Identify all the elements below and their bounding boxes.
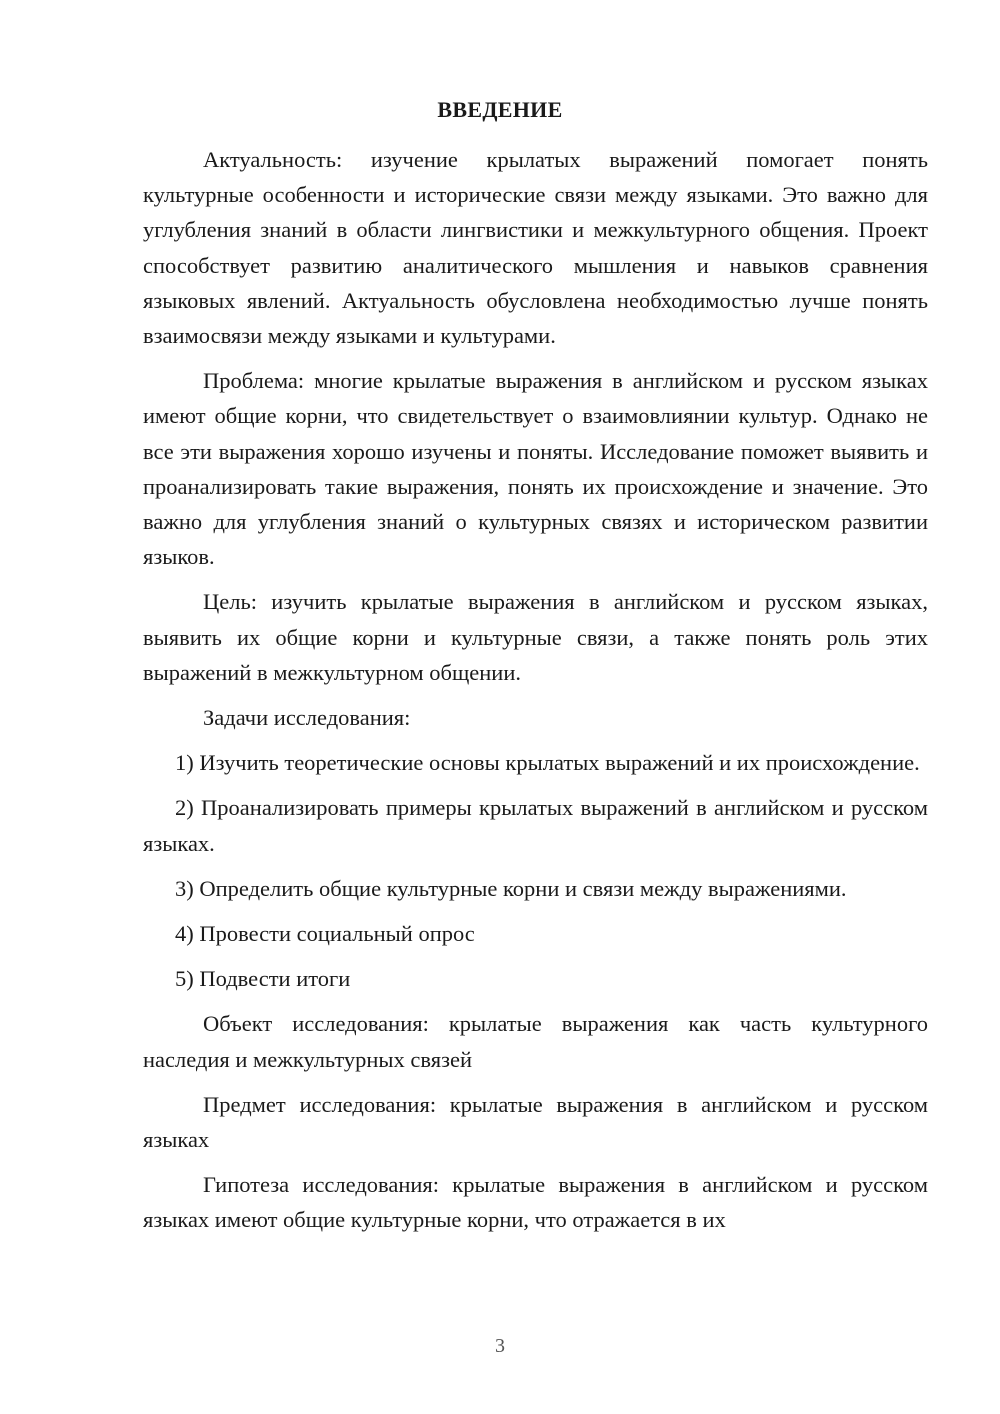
task-item-3: 3) Определить общие культурные корни и связи между выражениями.: [175, 875, 847, 901]
paragraph-hypothesis: Гипотеза исследования: крылатые выражения в английском и русском языках имеют общие культурные корни, что отражается в их: [143, 1172, 928, 1233]
document-body: [143, 142, 928, 1248]
tasks-heading: Задачи исследования:: [203, 705, 411, 731]
paragraph-problem: Проблема: многие крылатые выражения в английском и русском языках имеют общие корни, что свидетельствует о взаимовлиянии культур. Однако не все эти выражения хорошо изучены и поняты. Исследование поможет выявить и проанализировать такие выражения, понять их происхождение и значение. Это важно для углубления знаний о культурных связях и историческом развитии языков.: [143, 368, 928, 570]
task-item-1: 1) Изучить теоретические основы крылатых выражений и их происхождение.: [175, 750, 920, 776]
paragraph-relevance: Актуальность: изучение крылатых выражений помогает понять культурные особенности и исторические связи между языками. Это важно для углубления знаний в области лингвистики и межкультурного общения. Проект способствует развитию аналитического мышления и навыков сравнения языковых явлений. Актуальность обусловлена необходимостью лучше понять взаимосвязи между языками и культурами.: [143, 147, 928, 349]
task-item-5: 5) Подвести итоги: [175, 966, 351, 992]
task-item-2: 2) Проанализировать примеры крылатых выражений в английском и русском языках.: [143, 795, 928, 856]
paragraph-subject: Предмет исследования: крылатые выражения в английском и русском языках: [143, 1091, 928, 1153]
page-number: 3: [495, 1335, 505, 1357]
paragraph-goal: Цель: изучить крылатые выражения в английском и русском языках, выявить их общие корни и культурные связи, а также понять роль этих выражений в межкультурном общении.: [143, 589, 928, 685]
page-title: ВВЕДЕНИЕ: [437, 97, 563, 122]
paragraph-object: Объект исследования: крылатые выражения как часть культурного наследия и межкультурных связей: [143, 1011, 928, 1072]
task-item-4: 4) Провести социальный опрос: [175, 921, 475, 947]
